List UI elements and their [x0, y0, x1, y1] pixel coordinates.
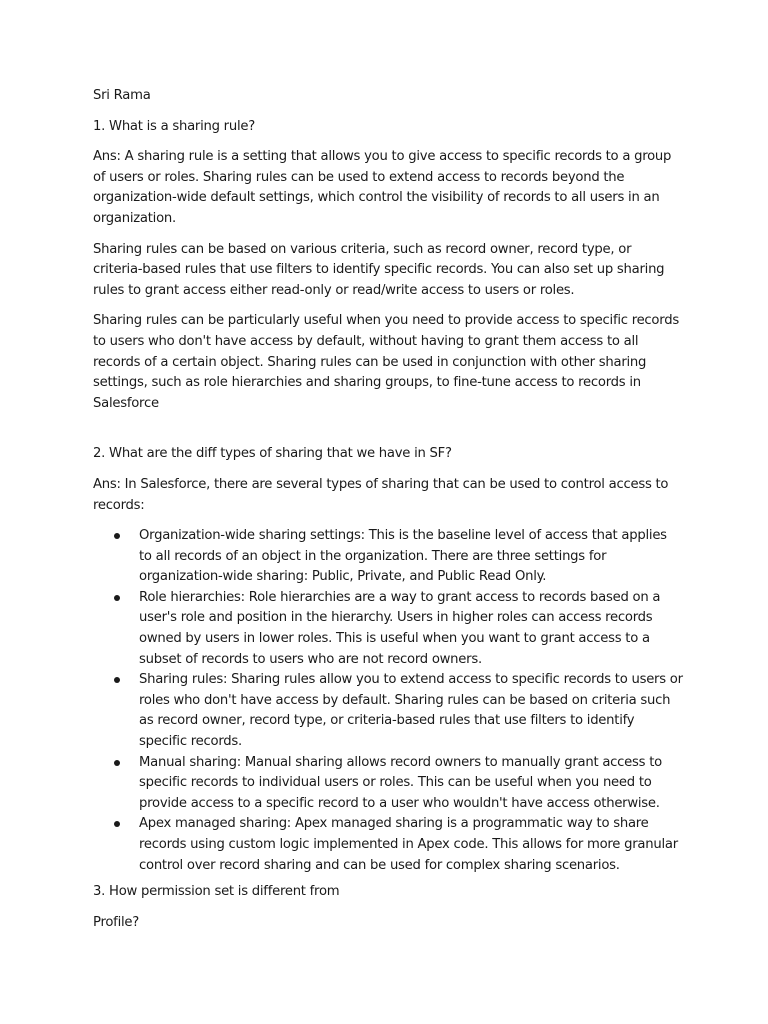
bullet-icon — [114, 821, 120, 827]
author-name: Sri Rama — [93, 88, 151, 103]
list-item-text: Organization-wide sharing settings: This is the baseline level of access that applies to all records of an object in the organization. There are three settings for organization-wide sharing: Public, Private, and Public Read Only. — [139, 528, 667, 585]
answer-1-paragraph-3: Sharing rules can be particularly useful when you need to provide access to specific records to users who don't have access by default, without having to grant them access to all records of a certain object. Sharing rules can be used in conjunction with other sharing settings, such as role hierarchies and sharing groups, to fine-tune access to records in Salesforce — [93, 313, 679, 411]
question-2: 2. What are the diff types of sharing that we have in SF? — [93, 446, 452, 462]
list-item-text: Role hierarchies: Role hierarchies are a way to grant access to records based on a user's role and position in the hierarchy. Users in higher roles can access records owned by users in lower roles. This is useful when you want to grant access to a subset of records to users who are not record owners. — [139, 589, 661, 667]
question-3-line-2: Profile? — [93, 914, 140, 930]
list-item — [93, 753, 683, 815]
bullet-icon — [114, 760, 120, 766]
answer-1-paragraph-2: Sharing rules can be based on various criteria, such as record owner, record type, or criteria-based rules that use filters to identify specific records. You can also set up sharing rules to grant access either read-only or read/write access to users or roles. — [93, 241, 665, 298]
question-3-line-1: 3. How permission set is different from — [93, 884, 340, 900]
list-item — [93, 588, 683, 670]
question-1: 1. What is a sharing rule? — [93, 118, 255, 134]
list-item — [93, 526, 683, 588]
list-item — [93, 670, 683, 752]
bullet-icon — [114, 595, 120, 601]
document-page — [93, 86, 683, 943]
bullet-icon — [114, 677, 120, 683]
answer-2-intro: Ans: In Salesforce, there are several types of sharing that can be used to control access to records: — [93, 476, 669, 513]
answer-1-paragraph-1: Ans: A sharing rule is a setting that allows you to give access to specific records to a group of users or roles. Sharing rules can be used to extend access to records beyond the organization-wide default settings, which control the visibility of records to all users in an organization. — [93, 149, 672, 226]
list-item-text: Apex managed sharing: Apex managed sharing is a programmatic way to share records using custom logic implemented in Apex code. This allows for more granular control over record sharing and can be used for complex sharing scenarios. — [139, 816, 678, 873]
sharing-types-list — [93, 526, 683, 876]
list-item-text: Sharing rules: Sharing rules allow you to extend access to specific records to users or roles who don't have access by default. Sharing rules can be based on criteria such as record owner, record type, or criteria-based rules that use filters to identify specific records. — [139, 672, 683, 750]
list-item — [93, 814, 683, 876]
list-item-text: Manual sharing: Manual sharing allows record owners to manually grant access to specific records to individual users or roles. This can be useful when you need to provide access to a specific record to a user who wouldn't have access otherwise. — [139, 754, 662, 811]
bullet-icon — [114, 533, 120, 539]
